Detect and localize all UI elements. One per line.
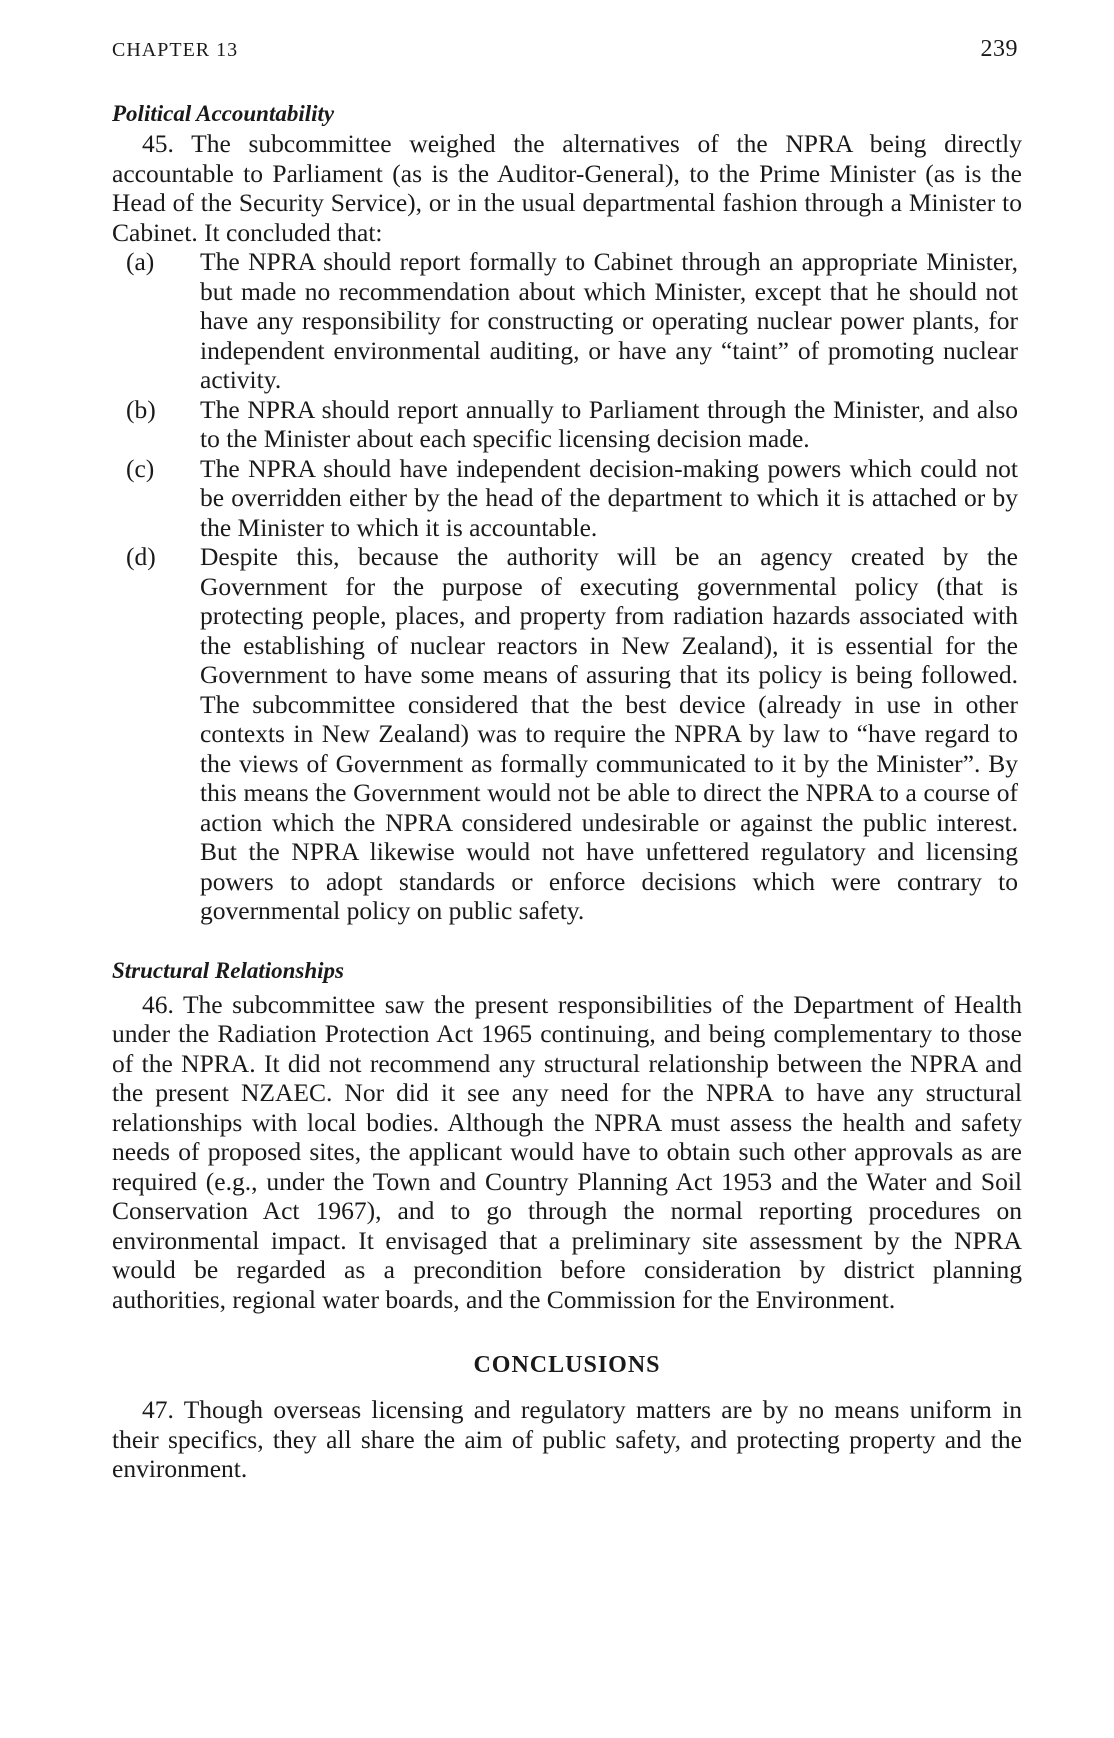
paragraph-45: 45. The subcommittee weighed the alternatives of the NPRA being directly accountable to Parliament (as is the Auditor-General), to the Prime Minister (as is the Head of the Security Service), or in the usual departmental fashion through a Minister to Cabinet. It concluded that: — [112, 129, 1022, 247]
section-heading-political-accountability: Political Accountability — [112, 101, 335, 126]
running-header — [112, 36, 1022, 63]
list-item — [112, 247, 1022, 395]
list-item-marker: (c) — [126, 453, 155, 483]
recommendation-list — [112, 247, 1022, 926]
list-item-text: The NPRA should report formally to Cabinet through an appropriate Minister, but made no recommendation about which Minister, except that he should not have any responsibility for constructing or operating nuclear power plants, for independent environmental auditing, or have any “taint” of promoting nuclear activity. — [200, 247, 1018, 394]
document-page — [112, 36, 1022, 1484]
paragraph-47: 47. Though overseas licensing and regulatory matters are by no means uniform in their specifics, they all share the aim of public safety, and protecting property and the environment. — [112, 1395, 1022, 1483]
page-number: 239 — [980, 36, 1018, 62]
list-item — [112, 454, 1022, 543]
list-item-text: The NPRA should report annually to Parliament through the Minister, and also to the Minister about each specific licensing decision made. — [200, 394, 1018, 453]
section-heading-structural-relationships: Structural Relationships — [112, 957, 344, 983]
list-item-text: The NPRA should have independent decision-making powers which could not be overridden either by the head of the department to which it is attached or by the Minister to which it is accountable. — [200, 453, 1018, 542]
list-item-text: Despite this, because the authority will be an agency created by the Government for the purpose of executing governmental policy (that is protecting people, places, and property from radiation hazards associated with the establishing of nuclear reactors in New Zealand), it is essential for the Government to have some means of assuring that its policy is being followed. The subcommittee considered that the best device (already in use in other contexts in New Zealand) was to require the NPRA by law to “have regard to the views of Government as formally communicated to it by the Minister”. By this means the Government would not be able to direct the NPRA to a course of action which the NPRA considered undesirable or against the public interest. But the NPRA likewise would not have unfettered regulatory and licensing powers to adopt standards or enforce decisions which were contrary to governmental policy on public safety. — [200, 542, 1018, 925]
list-item-marker: (b) — [126, 394, 156, 424]
paragraph-46: 46. The subcommittee saw the present responsibilities of the Department of Health under the Radiation Protection Act 1965 continuing, and being complementary to those of the NPRA. It did not recommend any structural relationship between the NPRA and the present NZAEC. Nor did it see any need for the NPRA to have any structural relationships with local bodies. Although the NPRA must assess the health and safety needs of proposed sites, the applicant would have to obtain such other approvals as are required (e.g., under the Town and Country Planning Act 1953 and the Water and Soil Conservation Act 1967), and to go through the normal reporting procedures on environmental impact. It envisaged that a preliminary site assessment by the NPRA would be regarded as a precondition before consideration by district planning authorities, regional water boards, and the Commission for the Environment. — [112, 989, 1022, 1314]
chapter-label: CHAPTER 13 — [112, 39, 239, 61]
list-item-marker: (d) — [126, 542, 156, 571]
list-item — [112, 542, 1022, 926]
list-item-marker: (a) — [126, 247, 155, 276]
conclusions-heading: CONCLUSIONS — [473, 1352, 661, 1378]
list-item — [112, 395, 1022, 454]
